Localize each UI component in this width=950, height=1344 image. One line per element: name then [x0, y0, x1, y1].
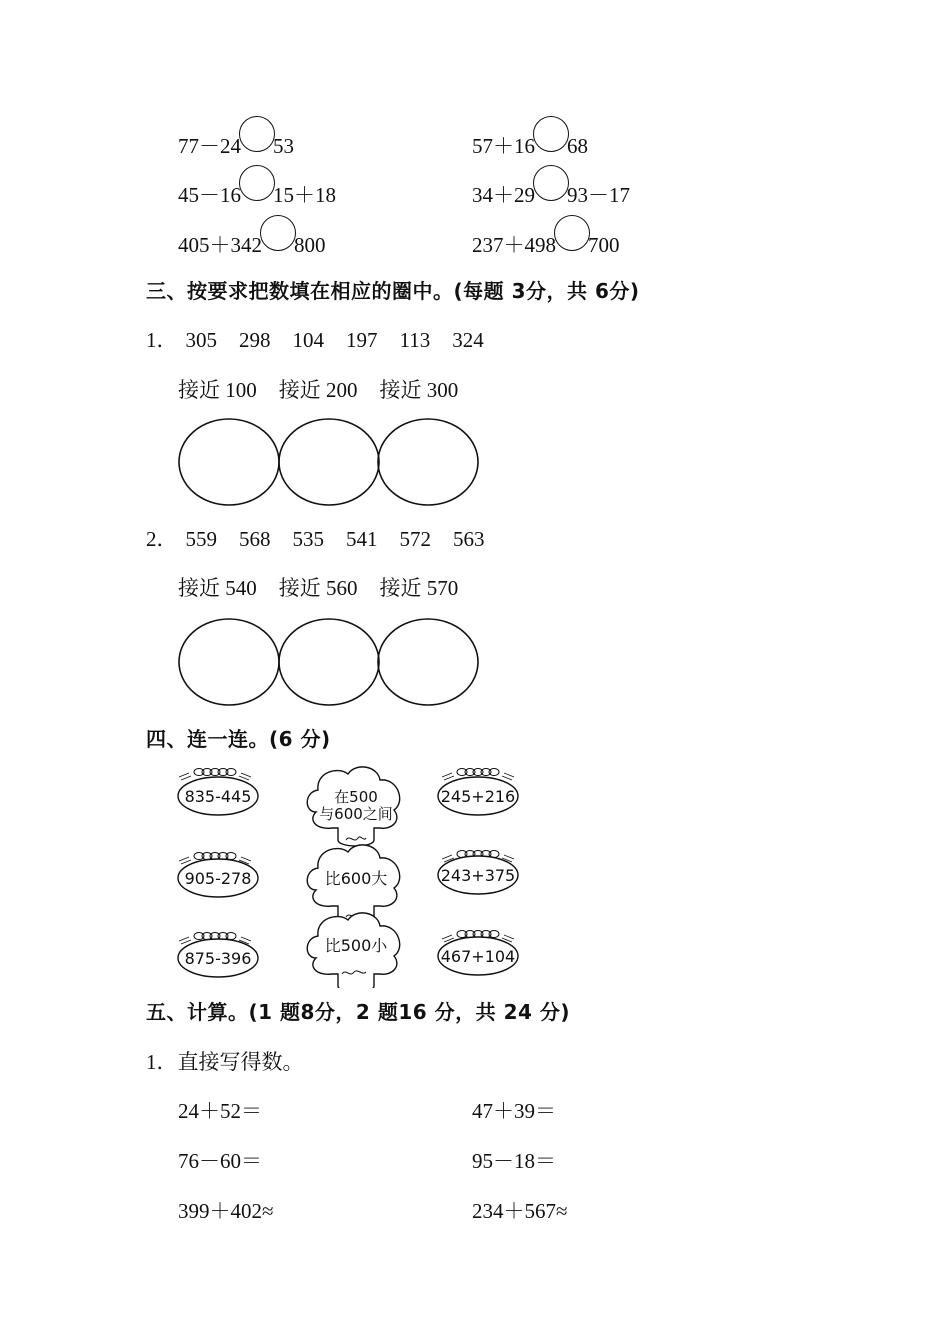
q2-targets: 接近 540 接近 560 接近 570 — [178, 576, 459, 600]
answer-ellipse[interactable] — [279, 619, 379, 705]
svg-text:比600大: 比600大 — [324, 869, 388, 888]
q2-numbers: 2． 559 568 535 541 572 563 — [146, 527, 485, 551]
section3-heading: 三、按要求把数填在相应的圈中。(每题 3分，共 6分) — [146, 279, 640, 303]
calc-problem: 399＋402≈ — [178, 1199, 274, 1223]
right-expression[interactable] — [438, 769, 518, 816]
q1-targets: 接近 100 接近 200 接近 300 — [178, 378, 459, 402]
section4-heading: 四、连一连。(6 分) — [146, 727, 331, 751]
svg-text:比500小: 比500小 — [324, 936, 388, 955]
middle-category[interactable] — [307, 767, 399, 846]
calc-problem: 234＋567≈ — [472, 1199, 568, 1223]
q1-numbers: 1． 305 298 104 197 113 324 — [146, 328, 484, 352]
svg-text:在500: 在500 — [334, 788, 378, 806]
svg-text:875-396: 875-396 — [184, 949, 252, 968]
compare-item: 45－16 15＋18 — [178, 173, 336, 207]
svg-text:与600之间: 与600之间 — [319, 805, 393, 823]
left-expression[interactable] — [178, 769, 258, 816]
middle-category[interactable] — [307, 913, 399, 988]
right-expression[interactable] — [438, 851, 518, 895]
answer-circle[interactable] — [554, 215, 590, 251]
answer-circle[interactable] — [533, 165, 569, 201]
svg-text:835-445: 835-445 — [184, 787, 252, 806]
answer-circle[interactable] — [239, 116, 275, 152]
compare-item: 405＋342 800 — [178, 223, 326, 257]
calc-problem: 76－60＝ — [178, 1149, 262, 1173]
q1-circles — [170, 414, 490, 512]
compare-item: 34＋29 93－17 — [472, 173, 630, 207]
compare-item: 237＋498 700 — [472, 223, 620, 257]
answer-circle[interactable] — [260, 215, 296, 251]
svg-text:245+216: 245+216 — [440, 787, 516, 806]
answer-ellipse[interactable] — [179, 619, 279, 705]
answer-ellipse[interactable] — [279, 419, 379, 505]
q1-label: 1．直接写得数。 — [146, 1050, 304, 1074]
answer-circle[interactable] — [533, 116, 569, 152]
calc-problem: 47＋39＝ — [472, 1099, 556, 1123]
section5-heading: 五、计算。(1 题8分，2 题16 分，共 24 分) — [146, 1000, 571, 1024]
answer-ellipse[interactable] — [378, 419, 478, 505]
answer-ellipse[interactable] — [378, 619, 478, 705]
answer-ellipse[interactable] — [179, 419, 279, 505]
compare-item: 77－24 53 — [178, 124, 294, 158]
left-expression[interactable] — [178, 853, 258, 898]
svg-text:467+104: 467+104 — [440, 947, 516, 966]
svg-text:905-278: 905-278 — [184, 869, 252, 888]
q2-circles — [170, 614, 490, 712]
left-expression[interactable] — [178, 933, 258, 978]
right-expression[interactable] — [438, 931, 518, 976]
answer-circle[interactable] — [239, 165, 275, 201]
matching-diagram — [160, 762, 540, 988]
svg-text:243+375: 243+375 — [440, 866, 516, 885]
calc-problem: 95－18＝ — [472, 1149, 556, 1173]
compare-item: 57＋16 68 — [472, 124, 588, 158]
middle-category[interactable] — [307, 845, 399, 924]
calc-problem: 24＋52＝ — [178, 1099, 262, 1123]
